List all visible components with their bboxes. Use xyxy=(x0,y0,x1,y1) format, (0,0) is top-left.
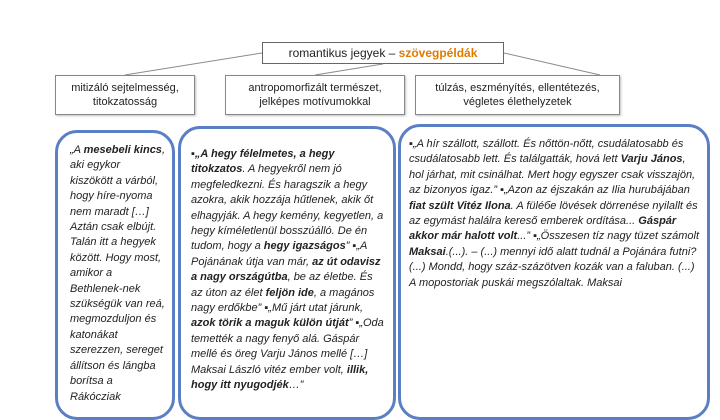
text-segment: , hol járhat, mit csinálhat. Mert hogy egyszer csak visszajön, az bizonyos igaz.” ▪„Azon az éjszakán az Ilia hurubájában xyxy=(409,153,696,197)
example-text xyxy=(191,147,387,394)
emphasized-phrase: fiat szült Vitéz Ilona xyxy=(409,199,511,212)
example-text xyxy=(70,143,165,405)
text-segment: .(...). – (...) mennyi idő alatt tudnál a Pojánára futni? (...) Mondd, hogy száz-százötven kozák van a faluban. (...) A mopostoriak puskái megszólaltak. Maksai xyxy=(409,245,697,289)
category-mythic-mystery xyxy=(55,75,195,115)
text-segment: , a magános nagy erdőkbe” ▪„Mű xyxy=(191,286,375,315)
emphasized-phrase: illik, hogy itt nyugodjék xyxy=(191,363,369,392)
emphasized-phrase: Gáspár akkor már halott volt xyxy=(409,215,677,243)
text-segment: ▪„A hír szállott, szállott. És nőttön-nőtt, csudálatosabb és csudálatosabb lett. És találgatták, hová lett xyxy=(409,138,684,166)
example-card-extremes xyxy=(398,124,710,420)
emphasized-phrase: feljön ide xyxy=(265,286,314,299)
category-exaggeration-extremes xyxy=(415,75,620,115)
title-prefix: romantikus jegyek – xyxy=(288,46,399,60)
emphasized-phrase: Varju János xyxy=(620,153,683,166)
title-highlight: szövegpéldák xyxy=(398,46,478,60)
text-segment: , aki egykor kiszökött a várból, hogy híre-nyoma nem maradt […] Aztán csak elbújt. Talán itt a hegyek között. Hogy most, amikor a Bethlenek-nek szükségük van reá, megmozduljon és katonákat szerezzen, sereget állítson és lángba borítsa a Rákócziak xyxy=(70,144,165,403)
emphasized-phrase: hegy igazságos xyxy=(263,240,346,253)
text-segment: ...” ▪„Összesen tíz nagy tüzet számolt xyxy=(517,230,699,243)
example-card-mythic xyxy=(55,130,175,420)
emphasized-phrase: Maksai xyxy=(409,245,446,258)
text-segment: . A füléбe lövések dörrenése nyilallt és az egymást halálra kereső emberek ordítása... xyxy=(409,199,698,228)
text-segment: ” ▪„A Pojánának útja van már, xyxy=(191,240,367,268)
emphasized-phrase: az út odavisz a nagy országútba xyxy=(191,255,381,284)
text-segment: „A xyxy=(70,144,84,156)
text-segment: . A hegyekről nem jó megfeledkezni. És haragszik a hegy azokra, akik hozzája hűtlenek, akik őt elhagyják. A hegy kemény, kegyetlen, a hegy kíméletlenül bosszúálló. De én tudom, hogy a xyxy=(191,163,384,253)
connector-line-left xyxy=(125,53,262,75)
text-segment: járt utat járunk, xyxy=(287,302,364,315)
category-anthropomorphic-nature xyxy=(225,75,405,115)
category-label: antropomorfizált természet, jelképes motívumokkal xyxy=(248,82,382,108)
text-segment: ” ▪„Oda temették a nagy fenyő alá. Gáspár mellé és öreg Varju János mellé […] Maksai László vitéz ember volt, xyxy=(191,317,384,376)
category-label: mitizáló sejtelmesség, titokzatosság xyxy=(71,82,179,108)
text-segment: …” xyxy=(288,379,304,392)
connector-line-center xyxy=(315,64,383,75)
emphasized-phrase: ▪„A hegy félelmetes, a hegy titokzatos xyxy=(191,148,335,176)
connector-line-right xyxy=(504,53,600,75)
category-label: túlzás, eszményítés, ellentétezés, végletes élethelyzetek xyxy=(435,82,600,108)
emphasized-phrase: mesebeli kincs xyxy=(83,144,162,156)
example-card-nature xyxy=(178,126,396,420)
example-text xyxy=(409,137,701,291)
text-segment: , be az életbe. És az úton az élet xyxy=(191,271,373,299)
emphasized-phrase: azok törik a maguk külön útját xyxy=(191,317,349,330)
